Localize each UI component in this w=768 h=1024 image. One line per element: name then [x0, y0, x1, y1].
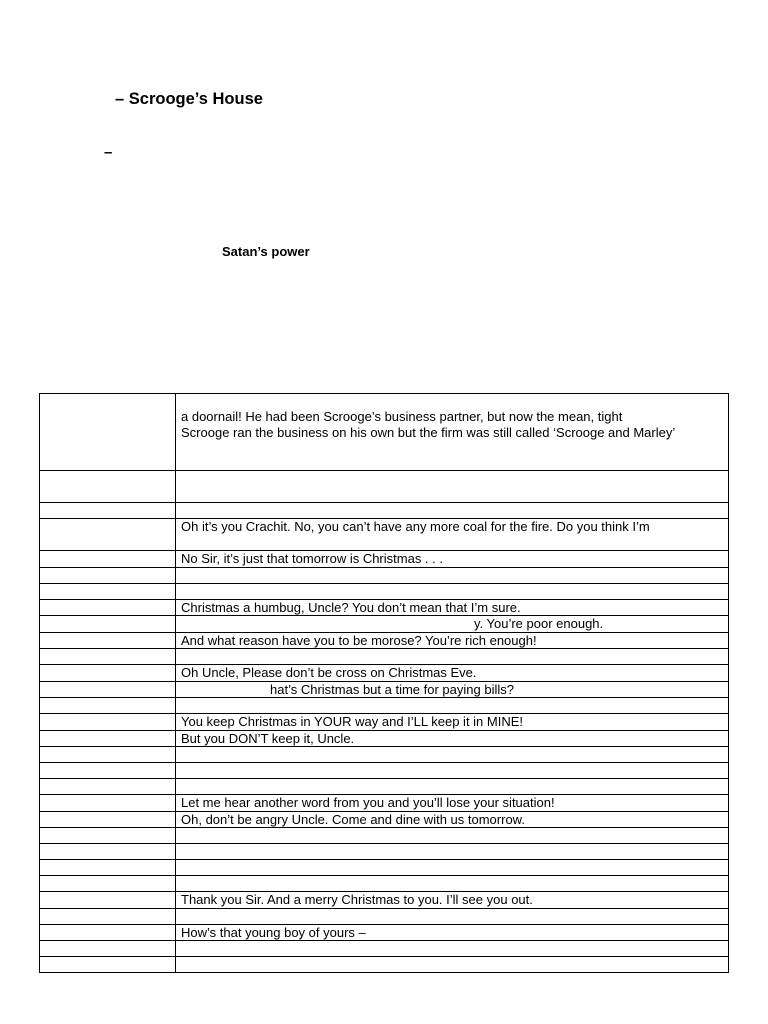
dialogue-line: hat’s Christmas but a time for paying bills?	[270, 681, 514, 697]
table-row	[40, 924, 729, 941]
character-cell	[40, 681, 176, 698]
character-cell	[40, 795, 176, 812]
character-cell	[40, 892, 176, 909]
dialogue-cell	[176, 730, 729, 747]
table-row	[40, 583, 729, 599]
character-cell	[40, 649, 176, 665]
table-row	[40, 779, 729, 795]
character-cell	[40, 616, 176, 633]
dialogue-cell	[176, 763, 729, 779]
table-row	[40, 941, 729, 957]
dialogue-line: Christmas a humbug, Uncle? You don’t mean that I’m sure.	[181, 599, 521, 615]
table-row	[40, 698, 729, 714]
character-cell	[40, 876, 176, 892]
dialogue-cell	[176, 599, 729, 616]
character-cell	[40, 747, 176, 763]
table-row	[40, 394, 729, 471]
dialogue-line: Oh, don’t be angry Uncle. Come and dine with us tomorrow.	[181, 811, 525, 827]
table-row	[40, 730, 729, 747]
table-row	[40, 747, 729, 763]
character-cell	[40, 844, 176, 860]
dialogue-line: But you DON’T keep it, Uncle.	[181, 730, 355, 746]
table-row	[40, 860, 729, 876]
table-row	[40, 828, 729, 844]
table-row	[40, 876, 729, 892]
table-row	[40, 844, 729, 860]
character-cell	[40, 908, 176, 924]
dialogue-cell	[176, 876, 729, 892]
dialogue-cell	[176, 503, 729, 519]
table-row	[40, 616, 729, 633]
table-row	[40, 908, 729, 924]
dialogue-cell	[176, 583, 729, 599]
dialogue-cell	[176, 665, 729, 682]
dialogue-cell	[176, 714, 729, 731]
table-row	[40, 649, 729, 665]
table-row	[40, 763, 729, 779]
dialogue-cell	[176, 844, 729, 860]
table-row	[40, 632, 729, 649]
character-cell	[40, 471, 176, 503]
dialogue-cell	[176, 941, 729, 957]
dialogue-cell	[176, 471, 729, 503]
character-cell	[40, 924, 176, 941]
character-cell	[40, 394, 176, 471]
table-row	[40, 599, 729, 616]
dialogue-cell	[176, 394, 729, 471]
dialogue-cell	[176, 811, 729, 828]
dialogue-cell	[176, 567, 729, 583]
character-cell	[40, 567, 176, 583]
character-cell	[40, 665, 176, 682]
dialogue-cell	[176, 924, 729, 941]
dialogue-cell	[176, 860, 729, 876]
script-table-body	[40, 394, 729, 973]
dialogue-cell	[176, 551, 729, 568]
page-title: – Scrooge’s House	[115, 90, 263, 108]
character-cell	[40, 828, 176, 844]
subheading: Satan’s power	[222, 244, 310, 259]
character-cell	[40, 698, 176, 714]
character-cell	[40, 811, 176, 828]
dialogue-cell	[176, 892, 729, 909]
table-row	[40, 795, 729, 812]
table-row	[40, 471, 729, 503]
dialogue-cell	[176, 908, 729, 924]
dialogue-cell	[176, 681, 729, 698]
character-cell	[40, 583, 176, 599]
dialogue-line: Scrooge ran the business on his own but the firm was still called ‘Scrooge and Marley’	[181, 424, 676, 440]
dialogue-cell	[176, 795, 729, 812]
dialogue-line: Let me hear another word from you and you’ll lose your situation!	[181, 795, 555, 810]
dialogue-line: Thank you Sir. And a merry Christmas to you. I’ll see you out.	[181, 892, 533, 907]
dialogue-line: You keep Christmas in YOUR way and I’LL keep it in MINE!	[181, 714, 524, 729]
table-row	[40, 567, 729, 583]
dialogue-cell	[176, 616, 729, 633]
dialogue-line: a doornail! He had been Scrooge’s business partner, but now the mean, tight	[181, 409, 623, 424]
character-cell	[40, 503, 176, 519]
table-row	[40, 957, 729, 973]
character-cell	[40, 599, 176, 616]
character-cell	[40, 779, 176, 795]
dialogue-line: No Sir, it’s just that tomorrow is Christmas . . .	[181, 551, 443, 566]
dialogue-cell	[176, 698, 729, 714]
table-row	[40, 892, 729, 909]
character-cell	[40, 551, 176, 568]
character-cell	[40, 714, 176, 731]
character-cell	[40, 860, 176, 876]
script-table	[39, 393, 729, 973]
dialogue-cell	[176, 632, 729, 649]
table-row	[40, 681, 729, 698]
character-cell	[40, 632, 176, 649]
dialogue-cell	[176, 828, 729, 844]
dialogue-cell	[176, 957, 729, 973]
dialogue-line: y. You’re poor enough.	[474, 616, 604, 631]
dialogue-cell	[176, 519, 729, 551]
character-cell	[40, 763, 176, 779]
table-row	[40, 665, 729, 682]
character-cell	[40, 941, 176, 957]
character-cell	[40, 730, 176, 747]
character-cell	[40, 957, 176, 973]
dialogue-line: How’s that young boy of yours –	[181, 924, 366, 940]
dialogue-cell	[176, 649, 729, 665]
dialogue-line: Oh it’s you Crachit. No, you can’t have any more coal for the fire. Do you think I’m	[181, 519, 650, 534]
dialogue-cell	[176, 747, 729, 763]
dialogue-line: Oh Uncle, Please don’t be cross on Christmas Eve.	[181, 665, 477, 680]
dash-marker: –	[104, 144, 113, 161]
table-row	[40, 551, 729, 568]
table-row	[40, 811, 729, 828]
dialogue-cell	[176, 779, 729, 795]
dialogue-line: And what reason have you to be morose? You’re rich enough!	[181, 632, 537, 648]
character-cell	[40, 519, 176, 551]
table-row	[40, 714, 729, 731]
table-row	[40, 503, 729, 519]
table-row	[40, 519, 729, 551]
